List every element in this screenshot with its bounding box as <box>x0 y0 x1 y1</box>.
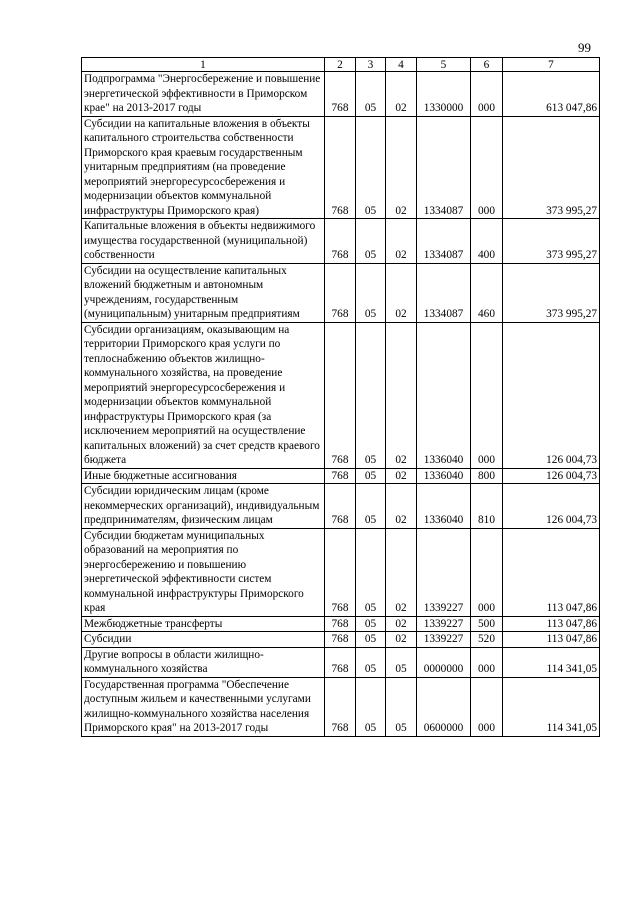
row-code-2: 768 <box>325 263 356 322</box>
row-code-3: 05 <box>356 632 386 648</box>
row-code-2: 768 <box>325 116 356 219</box>
row-code-6: 000 <box>471 322 503 468</box>
row-code-5: 1334087 <box>417 263 471 322</box>
row-amount: 126 004,73 <box>503 484 600 529</box>
row-amount: 113 047,86 <box>503 632 600 648</box>
row-code-4: 02 <box>386 72 417 117</box>
row-name: Субсидии на осуществление капитальных вложений бюджетным и автономным учреждениям, государственным (муниципальным) унитарным предприятиям <box>82 263 325 322</box>
row-code-5: 1334087 <box>417 219 471 264</box>
row-code-6: 460 <box>471 263 503 322</box>
row-code-5: 1336040 <box>417 322 471 468</box>
header-col-7: 7 <box>503 58 600 72</box>
row-code-3: 05 <box>356 322 386 468</box>
row-name: Иные бюджетные ассигнования <box>82 468 325 484</box>
row-code-6: 500 <box>471 616 503 632</box>
table-row <box>82 484 600 529</box>
row-code-2: 768 <box>325 528 356 616</box>
row-code-5: 1339227 <box>417 632 471 648</box>
row-code-4: 02 <box>386 219 417 264</box>
row-code-3: 05 <box>356 468 386 484</box>
row-code-6: 000 <box>471 677 503 736</box>
row-code-3: 05 <box>356 677 386 736</box>
row-amount: 114 341,05 <box>503 647 600 677</box>
row-name: Другие вопросы в области жилищно-коммунального хозяйства <box>82 647 325 677</box>
header-col-1: 1 <box>82 58 325 72</box>
row-code-4: 02 <box>386 116 417 219</box>
row-code-6: 000 <box>471 72 503 117</box>
table-row <box>82 677 600 736</box>
table-row <box>82 72 600 117</box>
row-code-6: 000 <box>471 647 503 677</box>
row-amount: 126 004,73 <box>503 468 600 484</box>
table-row <box>82 632 600 648</box>
row-code-4: 05 <box>386 647 417 677</box>
row-code-4: 02 <box>386 632 417 648</box>
row-code-5: 1339227 <box>417 528 471 616</box>
table-row <box>82 219 600 264</box>
row-code-4: 02 <box>386 616 417 632</box>
row-code-2: 768 <box>325 484 356 529</box>
row-code-2: 768 <box>325 647 356 677</box>
row-name: Субсидии бюджетам муниципальных образований на мероприятия по энергосбережению и повышению энергетической эффективности систем коммунальной инфраструктуры Приморского края <box>82 528 325 616</box>
table-row <box>82 616 600 632</box>
row-name: Субсидии на капитальные вложения в объекты капитального строительства собственности Приморского края краевым государственным унитарным предприятиям (на проведение мероприятий энергоресурсосбережения и модернизации объектов коммунальной инфраструктуры Приморского края) <box>82 116 325 219</box>
table-row <box>82 116 600 219</box>
row-code-6: 810 <box>471 484 503 529</box>
row-name: Государственная программа "Обеспечение доступным жильем и качественными услугами жилищно-коммунального хозяйства населения Приморского края" на 2013-2017 годы <box>82 677 325 736</box>
row-code-6: 520 <box>471 632 503 648</box>
row-code-3: 05 <box>356 116 386 219</box>
row-name: Субсидии <box>82 632 325 648</box>
header-col-2: 2 <box>325 58 356 72</box>
row-name: Капитальные вложения в объекты недвижимого имущества государственной (муниципальной) собственности <box>82 219 325 264</box>
row-code-3: 05 <box>356 647 386 677</box>
row-code-6: 400 <box>471 219 503 264</box>
header-col-5: 5 <box>417 58 471 72</box>
row-amount: 613 047,86 <box>503 72 600 117</box>
row-amount: 114 341,05 <box>503 677 600 736</box>
table-row <box>82 322 600 468</box>
row-code-4: 02 <box>386 528 417 616</box>
row-code-4: 02 <box>386 468 417 484</box>
page-number: 99 <box>578 40 591 55</box>
row-code-4: 02 <box>386 484 417 529</box>
table-row <box>82 263 600 322</box>
table-row <box>82 647 600 677</box>
row-code-5: 1336040 <box>417 484 471 529</box>
row-amount: 113 047,86 <box>503 528 600 616</box>
row-code-3: 05 <box>356 219 386 264</box>
table-row <box>82 468 600 484</box>
row-code-3: 05 <box>356 263 386 322</box>
row-code-5: 0000000 <box>417 647 471 677</box>
row-code-5: 1339227 <box>417 616 471 632</box>
row-code-2: 768 <box>325 72 356 117</box>
row-name: Субсидии организациям, оказывающим на территории Приморского края услуги по теплоснабжению объектов жилищно-коммунального хозяйства, на проведение мероприятий энергоресурсосбережения и модернизации объектов коммунальной инфраструктуры Приморского края (за исключением мероприятий на осуществление капитальных вложений) за счет средств краевого бюджета <box>82 322 325 468</box>
row-code-5: 0600000 <box>417 677 471 736</box>
row-code-3: 05 <box>356 484 386 529</box>
header-col-4: 4 <box>386 58 417 72</box>
row-amount: 373 995,27 <box>503 116 600 219</box>
row-code-5: 1336040 <box>417 468 471 484</box>
row-name: Подпрограмма "Энергосбережение и повышение энергетической эффективности в Приморском крае" на 2013-2017 годы <box>82 72 325 117</box>
row-code-4: 02 <box>386 263 417 322</box>
row-amount: 373 995,27 <box>503 263 600 322</box>
row-code-2: 768 <box>325 468 356 484</box>
row-name: Субсидии юридическим лицам (кроме некоммерческих организаций), индивидуальным предпринимателям, физическим лицам <box>82 484 325 529</box>
row-name: Межбюджетные трансферты <box>82 616 325 632</box>
row-code-2: 768 <box>325 677 356 736</box>
row-code-3: 05 <box>356 528 386 616</box>
row-code-6: 000 <box>471 528 503 616</box>
row-code-4: 02 <box>386 322 417 468</box>
row-code-3: 05 <box>356 72 386 117</box>
row-code-3: 05 <box>356 616 386 632</box>
table-row <box>82 528 600 616</box>
row-code-2: 768 <box>325 219 356 264</box>
row-code-2: 768 <box>325 632 356 648</box>
row-amount: 113 047,86 <box>503 616 600 632</box>
row-code-2: 768 <box>325 322 356 468</box>
row-code-2: 768 <box>325 616 356 632</box>
row-amount: 126 004,73 <box>503 322 600 468</box>
row-code-5: 1330000 <box>417 72 471 117</box>
row-amount: 373 995,27 <box>503 219 600 264</box>
header-col-3: 3 <box>356 58 386 72</box>
row-code-5: 1334087 <box>417 116 471 219</box>
row-code-6: 000 <box>471 116 503 219</box>
header-row <box>82 58 600 72</box>
budget-table <box>81 57 600 737</box>
row-code-6: 800 <box>471 468 503 484</box>
header-col-6: 6 <box>471 58 503 72</box>
row-code-4: 05 <box>386 677 417 736</box>
